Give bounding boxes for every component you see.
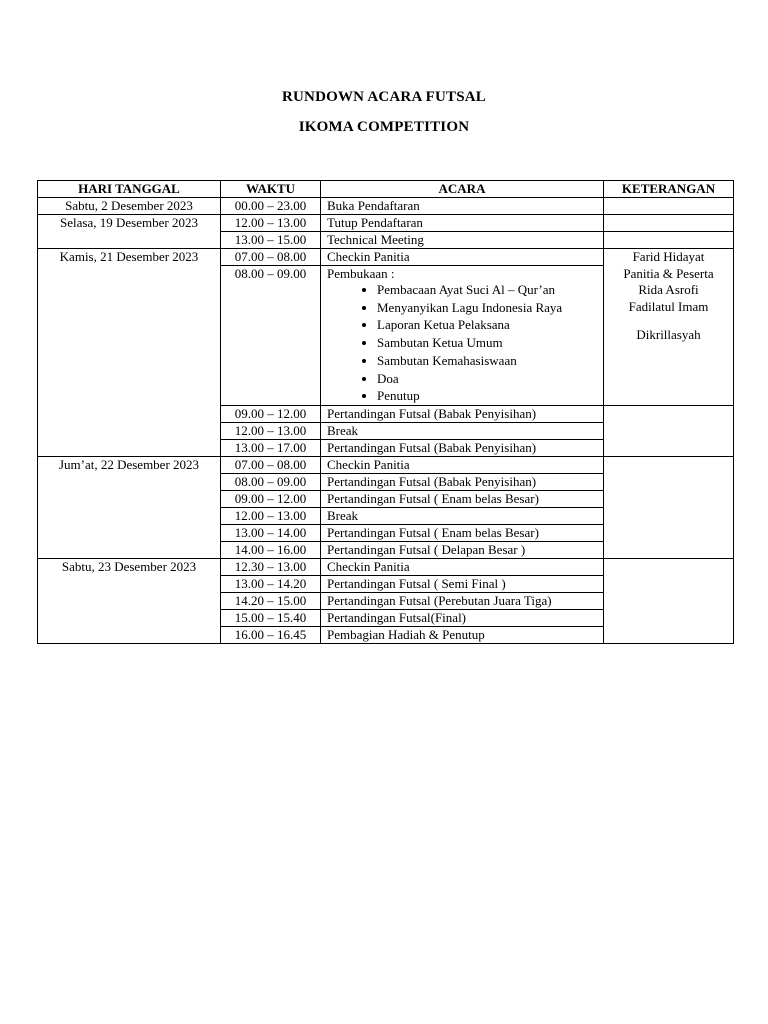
header-hari-tanggal: HARI TANGGAL [38,181,221,198]
list-item: • Menyanyikan Lagu Indonesia Raya [377,299,597,317]
time-cell: 13.00 – 14.00 [221,524,321,541]
note-cell [604,405,734,456]
activity-cell: Pertandingan Futsal (Babak Penyisihan) [321,473,604,490]
activity-cell: Pertandingan Futsal(Final) [321,609,604,626]
note-cell [604,456,734,558]
table-row [38,215,734,232]
time-cell: 14.20 – 15.00 [221,592,321,609]
date-cell: Kamis, 21 Desember 2023 [38,249,221,457]
activity-cell: Pertandingan Futsal ( Delapan Besar ) [321,541,604,558]
time-cell: 07.00 – 08.00 [221,249,321,266]
time-cell: 12.00 – 13.00 [221,507,321,524]
time-cell: 08.00 – 09.00 [221,266,321,406]
activity-cell: Buka Pendaftaran [321,198,604,215]
note-name: Dikrillasyah [636,327,701,342]
time-cell: 12.30 – 13.00 [221,558,321,575]
note-name: Farid Hidayat [632,249,705,264]
activity-cell: Pertandingan Futsal (Babak Penyisihan) [321,405,604,422]
time-cell: 16.00 – 16.45 [221,626,321,643]
header-acara: ACARA [321,181,604,198]
time-cell: 08.00 – 09.00 [221,473,321,490]
header-keterangan: KETERANGAN [604,181,734,198]
activity-cell: Break [321,507,604,524]
document-subtitle: IKOMA COMPETITION [298,119,470,135]
activity-cell: Pertandingan Futsal ( Enam belas Besar) [321,524,604,541]
note-cell [604,198,734,215]
activity-cell: Checkin Panitia [321,558,604,575]
table-row [38,558,734,575]
document-title: RUNDOWN ACARA FUTSAL [281,89,487,105]
time-cell: 13.00 – 14.20 [221,575,321,592]
activity-cell: Tutup Pendaftaran [321,215,604,232]
activity-cell: Pertandingan Futsal ( Semi Final ) [321,575,604,592]
time-cell: 13.00 – 17.00 [221,439,321,456]
list-item: • Sambutan Kemahasiswaan [377,352,597,370]
activity-cell: Pertandingan Futsal ( Enam belas Besar) [321,490,604,507]
activity-cell: Pertandingan Futsal (Perebutan Juara Tiga) [321,592,604,609]
list-item: • Doa [377,370,597,388]
table-row [38,456,734,473]
header-waktu: WAKTU [221,181,321,198]
time-cell: 12.00 – 13.00 [221,215,321,232]
note-cell [604,558,734,643]
opening-agenda-list [327,281,597,405]
note-name: Panitia & Peserta [623,265,714,281]
time-cell: 12.00 – 13.00 [221,422,321,439]
table-row [38,198,734,215]
list-item: • Pembacaan Ayat Suci Al – Qur’an [377,281,597,299]
note-name: Rida Asrofi [638,282,699,297]
date-cell: Selasa, 19 Desember 2023 [38,215,221,249]
time-cell: 09.00 – 12.00 [221,405,321,422]
activity-cell: Checkin Panitia [321,456,604,473]
list-item: • Laporan Ketua Pelaksana [377,316,597,334]
time-cell: 00.00 – 23.00 [221,198,321,215]
time-cell: 15.00 – 15.40 [221,609,321,626]
opening-heading: Pembukaan : [327,266,395,281]
note-cell [604,232,734,249]
activity-cell: Break [321,422,604,439]
note-name: Fadilatul Imam [628,298,709,314]
date-cell: Jum’at, 22 Desember 2023 [38,456,221,558]
activity-cell: Checkin Panitia [321,249,604,266]
date-cell: Sabtu, 23 Desember 2023 [38,558,221,643]
time-cell: 07.00 – 08.00 [221,456,321,473]
list-item: • Sambutan Ketua Umum [377,334,597,352]
note-cell [604,215,734,232]
time-cell: 09.00 – 12.00 [221,490,321,507]
time-cell: 14.00 – 16.00 [221,541,321,558]
table-row [38,249,734,266]
activity-cell [321,266,604,406]
time-cell: 13.00 – 15.00 [221,232,321,249]
list-item: • Penutup [377,387,597,405]
activity-cell: Pertandingan Futsal (Babak Penyisihan) [321,439,604,456]
activity-cell: Pembagian Hadiah & Penutup [321,626,604,643]
date-cell: Sabtu, 2 Desember 2023 [38,198,221,215]
rundown-table [37,180,734,644]
activity-cell: Technical Meeting [321,232,604,249]
note-cell [604,249,734,406]
